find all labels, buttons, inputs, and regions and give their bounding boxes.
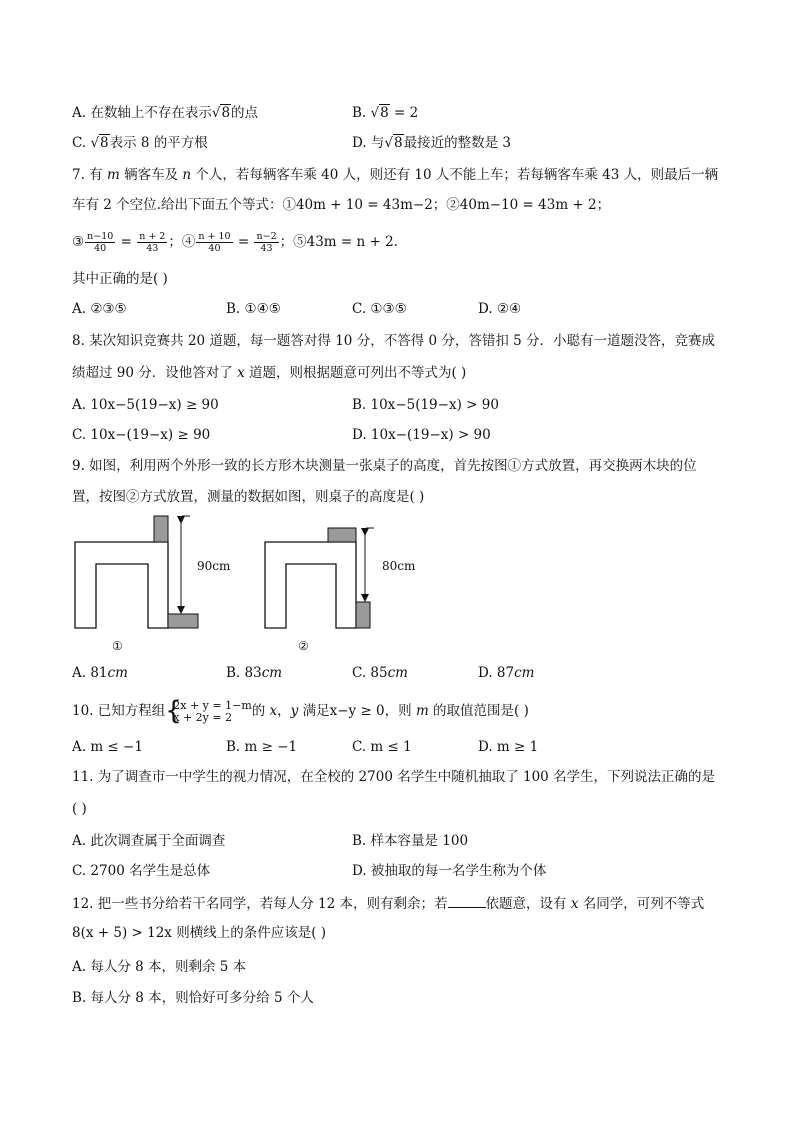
q7-option-d: D. ②④ — [478, 301, 522, 317]
fig1-measure-label: 90cm — [197, 559, 231, 573]
q6-option-b: B. √8 = 2 — [352, 105, 419, 121]
q9-stem-line1: 9. 如图，利用两个外形一致的长方形木块测量一张桌子的高度，首先按图①方式放置，再交换两木块的位 — [72, 458, 697, 474]
q11-option-a: A. 此次调查属于全面调查 — [72, 833, 226, 849]
sqrt-symbol: √8 — [211, 105, 231, 121]
q7-stem-line2: 车有 2 个空位.给出下面五个等式：①40m + 10 = 43m−2；②40m−10 = 43m + 2； — [72, 197, 611, 213]
q9-option-d: D. 87cm — [478, 665, 535, 681]
q6-option-c: C. √8表示 8 的平方根 — [72, 135, 208, 151]
q8-option-c: C. 10x−(19−x) ≥ 90 — [72, 427, 211, 443]
q9-option-b: B. 83cm — [226, 665, 283, 681]
wood-block-top — [328, 528, 356, 542]
q8-option-a: A. 10x−5(19−x) ≥ 90 — [72, 397, 219, 413]
q11-option-c: C. 2700 名学生是总体 — [72, 863, 211, 879]
q9-figure2 — [265, 528, 416, 653]
q11-stem-line2: ( ) — [72, 801, 87, 817]
q7-option-a: A. ②③⑤ — [72, 301, 127, 317]
sqrt-symbol: √8 — [370, 105, 389, 121]
q8-stem-line1: 8. 某次知识竞赛共 20 道题，每一题答对得 10 分，不答得 0 分，答错扣 5 分．小聪有一道题没答，竞赛成 — [72, 333, 716, 349]
q11-option-b: B. 样本容量是 100 — [352, 833, 469, 849]
wood-block-floor — [168, 614, 198, 628]
q9-stem-line2: 置，按图②方式放置，测量的数据如图，则桌子的高度是( ) — [72, 489, 425, 505]
sqrt-symbol: √8 — [384, 135, 403, 151]
wood-block-floor — [356, 602, 370, 628]
q9-option-a: A. 81cm — [72, 665, 128, 681]
equation-system: { 2x + y = 1−m x + 2y = 2 — [165, 695, 252, 726]
q7-question: 其中正确的是( ) — [72, 271, 168, 287]
q10-option-b: B. m ≥ −1 — [226, 739, 298, 755]
q10-stem: 10. 已知方程组 { 2x + y = 1−m x + 2y = 2 的 x，y 满足x−y ≥ 0，则 m 的取值范围是( ) — [72, 695, 529, 726]
q7-stem-line1: 7. 有 m 辆客车及 n 个人，若每辆客车乘 40 人，则还有 10 人不能上车；若每辆客车乘 43 人，则最后一辆 — [72, 167, 719, 183]
q6-option-a: A. 在数轴上不存在表示√8的点 — [72, 105, 259, 121]
fraction: $\frac{n + 2}{43}$ — [139, 231, 166, 254]
q7-equations-line: ③ $\frac{n-10}{40}$ = $\frac{n + 2}{43}$ ；④ $\frac{n + 10}{40}$ = $\frac{n-2}{43}$ ；⑤43m = n + 2. — [72, 231, 398, 254]
q11-option-d: D. 被抽取的每一名学生称为个体 — [352, 863, 547, 879]
q8-stem-line2: 绩超过 90 分．设他答对了 x 道题，则根据题意可列出不等式为( ) — [72, 365, 467, 381]
q9-figure1 — [75, 516, 231, 653]
q9-option-c: C. 85cm — [352, 665, 408, 681]
q9-figure — [60, 510, 560, 660]
q12-stem-line1: 12. 把一些书分给若干名同学，若每人分 12 本，则有剩余；若 依题意，设有 x 名同学，可列不等式 — [72, 893, 704, 913]
table-shape — [75, 542, 168, 628]
fig2-measure-label: 80cm — [382, 559, 416, 573]
q12-stem-line2: 8(x + 5) > 12x 则横线上的条件应该是( ) — [72, 925, 327, 941]
q7-option-c: C. ①③⑤ — [352, 301, 407, 317]
fig1-caption: ① — [112, 639, 123, 653]
fig2-caption: ② — [298, 639, 309, 653]
q10-option-d: D. m ≥ 1 — [478, 739, 539, 755]
q7-option-b: B. ①④⑤ — [226, 301, 281, 317]
q11-stem-line1: 11. 为了调查市一中学生的视力情况，在全校的 2700 名学生中随机抽取了 100 名学生，下列说法正确的是 — [72, 769, 716, 785]
fraction: $\frac{n-2}{43}$ — [256, 231, 277, 254]
q6-option-d: D. 与√8最接近的整数是 3 — [352, 135, 512, 151]
fraction: $\frac{n + 10}{40}$ — [198, 231, 231, 254]
q10-option-c: C. m ≤ 1 — [352, 739, 412, 755]
answer-blank[interactable] — [448, 893, 486, 908]
brace-symbol: { — [165, 695, 182, 726]
wood-block-top — [154, 516, 168, 542]
q8-option-d: D. 10x−(19−x) > 90 — [352, 427, 491, 443]
fraction: $\frac{n-10}{40}$ — [87, 231, 114, 254]
table-shape — [265, 542, 356, 628]
q10-option-a: A. m ≤ −1 — [72, 739, 143, 755]
q12-option-b: B. 每人分 8 本，则恰好可多分给 5 个人 — [72, 990, 314, 1006]
sqrt-symbol: √8 — [90, 135, 109, 151]
q12-option-a: A. 每人分 8 本，则剩余 5 本 — [72, 959, 247, 975]
q8-option-b: B. 10x−5(19−x) > 90 — [352, 397, 499, 413]
